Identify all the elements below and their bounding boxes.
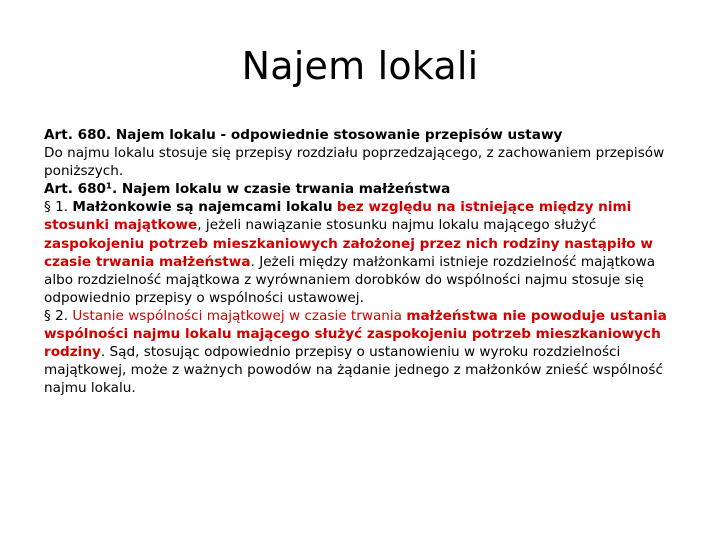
paragraph-1-separate-property: . Jeżeli między małżonkami istnieje rozdzielność majątkowa albo rozdzielność majątkowa z wyrównaniem dorobków do wspólności najmu stosuje się odpowiednio przepisy o wspólności ustawowej. — [44, 253, 656, 306]
paragraph-1-regardless-property: bez względu na istniejące między nimi stosunki majątkowe — [44, 199, 632, 234]
paragraph-2-number: § 2. — [44, 307, 73, 324]
paragraph-2 — [44, 307, 680, 397]
slide-body — [44, 126, 680, 397]
paragraph-1-number: § 1. — [44, 199, 73, 216]
slide-title: Najem lokali — [241, 44, 479, 88]
paragraph-1-spouses-tenants: Małżonkowie są najemcami lokalu — [72, 199, 333, 216]
paragraph-2-termination: Ustanie wspólności majątkowej w czasie trwania — [72, 307, 407, 324]
art-680-text: Do najmu lokalu stosuje się przepisy rozdziału poprzedzającego, z zachowaniem przepisów poniższych. — [44, 145, 665, 180]
art-680-1-heading: Art. 680¹. Najem lokalu w czasie trwania małżeństwa — [44, 181, 451, 198]
paragraph-2-marriage-tenancy: małżeństwa nie powoduje ustania wspólności najmu lokalu mającego służyć zaspokojeniu potrzeb mieszkaniowych rodziny — [44, 307, 667, 361]
paragraph-2-court: . Sąd, stosując odpowiednio przepisy o ustanowieniu w wyroku rozdzielności majątkowej, może z ważnych powodów na żądanie jednego z małżonków znieść wspólność najmu lokalu. — [44, 344, 663, 397]
paragraph-1-condition: , jeżeli nawiązanie stosunku najmu lokalu mającego służyć — [197, 217, 597, 234]
paragraph-1-housing-needs: zaspokojeniu potrzeb mieszkaniowych założonej przez nich rodziny nastąpiło w czasie trwania małżeństwa — [44, 235, 653, 270]
art-680-heading: Art. 680. Najem lokalu - odpowiednie stosowanie przepisów ustawy — [44, 127, 563, 143]
paragraph-1 — [44, 198, 680, 307]
